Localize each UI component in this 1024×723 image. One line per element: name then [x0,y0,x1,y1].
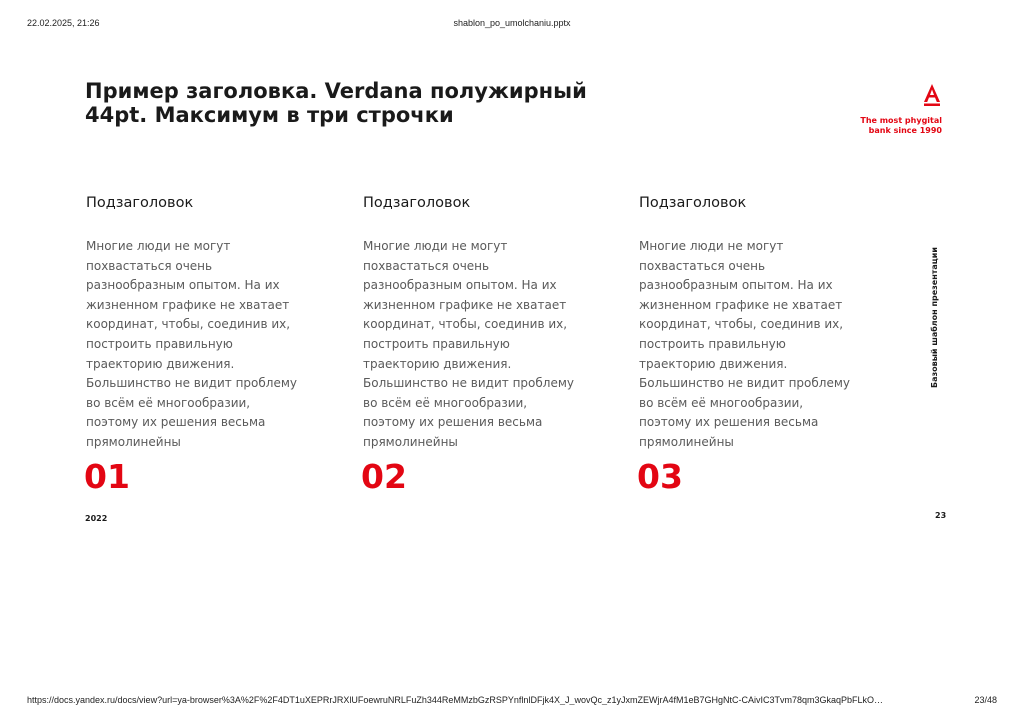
alfa-bank-logo-icon [922,84,942,106]
slide-title-line-1: Пример заголовка. Verdana полужирный [85,79,587,103]
content-column-1 [86,193,336,453]
column-body-text: Многие люди не могут похвастаться очень разнообразным опытом. На их жизненном графике не хватает координат, чтобы, соединив их, построить правильную траекторию движения. Большинство не видит проблему во всём её многообразии, поэтому их решения весьма прямолинейны [639,239,850,449]
slide-number: 23 [935,511,947,520]
column-subtitle: Подзаголовок [363,195,471,211]
logo-tagline-line-2: bank since 1990 [868,126,942,135]
slide-title [85,79,705,127]
slide-year: 2022 [85,514,108,523]
print-page-counter: 23/48 [974,695,997,705]
column-subtitle: Подзаголовок [639,195,747,211]
print-filename: shablon_po_umolchaniu.pptx [453,18,571,28]
brand-logo [840,84,942,136]
logo-tagline-line-1: The most phygital [860,116,942,125]
side-label [930,248,942,388]
column-number-2: 02 [361,457,407,496]
column-body-text: Многие люди не могут похвастаться очень разнообразным опытом. На их жизненном графике не хватает координат, чтобы, соединив их, построить правильную траекторию движения. Большинство не видит проблему во всём её многообразии, поэтому их решения весьма прямолинейны [86,239,297,449]
content-column-3 [639,193,889,453]
content-column-2 [363,193,613,453]
print-url: https://docs.yandex.ru/docs/view?url=ya-browser%3A%2F%2F4DT1uXEPRrJRXlUFoewruNRLFuZh344ReMMzbGzRSPYnflnlDFjk4X_J_wovQc_z1yJxmZEWjrA4fM1eB7GHgNtC-CAivIC3Tvm78qm3GkaqPbFLkO… [27,695,884,705]
column-number-3: 03 [637,457,683,496]
side-label-text: Базовый шаблон презентации [930,247,939,388]
slide-title-line-2: 44pt. Максимум в три строчки [85,103,454,127]
column-subtitle: Подзаголовок [86,195,194,211]
logo-tagline [840,116,942,136]
column-body-text: Многие люди не могут похвастаться очень разнообразным опытом. На их жизненном графике не хватает координат, чтобы, соединив их, построить правильную траекторию движения. Большинство не видит проблему во всём её многообразии, поэтому их решения весьма прямолинейны [363,239,574,449]
column-number-1: 01 [84,457,130,496]
print-datetime: 22.02.2025, 21:26 [27,18,100,28]
